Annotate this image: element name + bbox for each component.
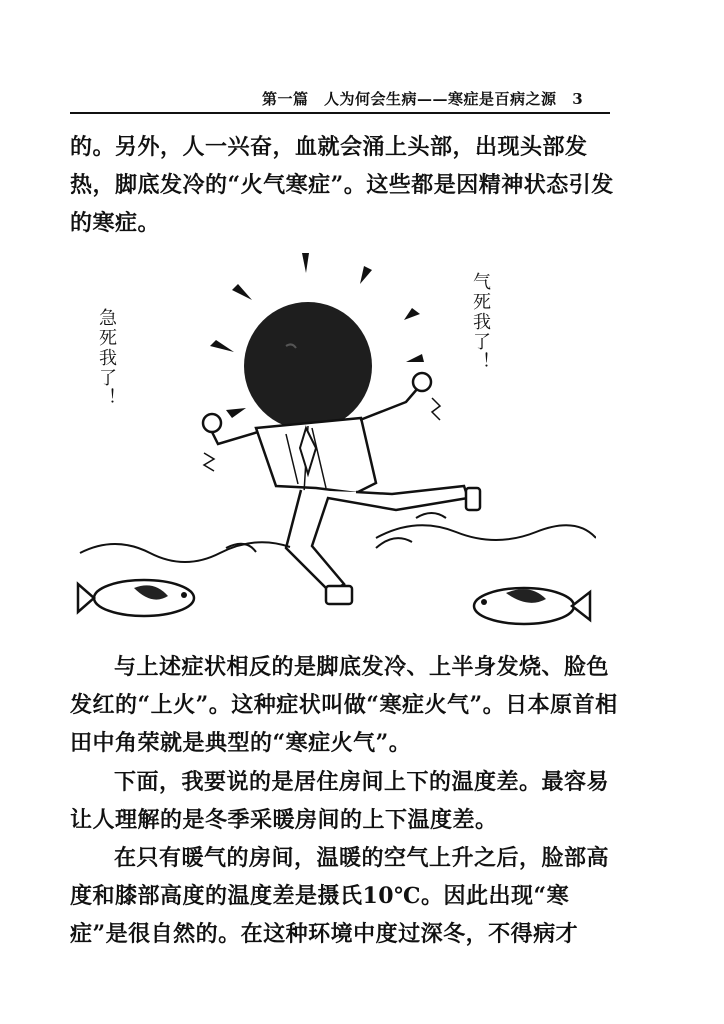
paragraph-2: 与上述症状相反的是脚底发冷、上半身发烧、脸色发红的“上火”。这种症状叫做“寒症火气”。日本原首相田中角荣就是典型的“寒症火气”。 (70, 654, 618, 756)
water-waves (80, 525, 596, 562)
header-rule (70, 112, 610, 114)
paragraph-1: 的。另外，人一兴奋，血就会涌上头部，出现头部发热，脚底发冷的“火气寒症”。这些都是因精神状态引发的寒症。 (70, 134, 614, 236)
dark-head (244, 302, 372, 430)
paragraph-4: 在只有暖气的房间，温暖的空气上升之后，脸部高度和膝部高度的温度差是摄氏10℃。因此出现“寒症”是很自然的。在这种环境中度过深冬，不得病才 (70, 845, 610, 947)
left-fish (78, 580, 194, 616)
running-title: 第一篇 人为何会生病——寒症是百病之源 (262, 90, 557, 108)
boot (326, 586, 352, 604)
page-number: 3 (572, 90, 584, 108)
suit-body (256, 418, 376, 493)
left-speech-bubble: 急死我了！ (96, 308, 117, 408)
running-header (262, 88, 592, 109)
left-arm (212, 432, 258, 444)
paragraph-3: 下面，我要说的是居住房间上下的温度差。最容易让人理解的是冬季采暖房间的上下温度差。 (70, 769, 610, 833)
right-fish (474, 588, 590, 624)
cartoon-illustration (76, 248, 596, 643)
right-arm (360, 388, 418, 420)
right-speech-bubble: 气死我了！ (470, 272, 491, 372)
legs (286, 486, 468, 593)
